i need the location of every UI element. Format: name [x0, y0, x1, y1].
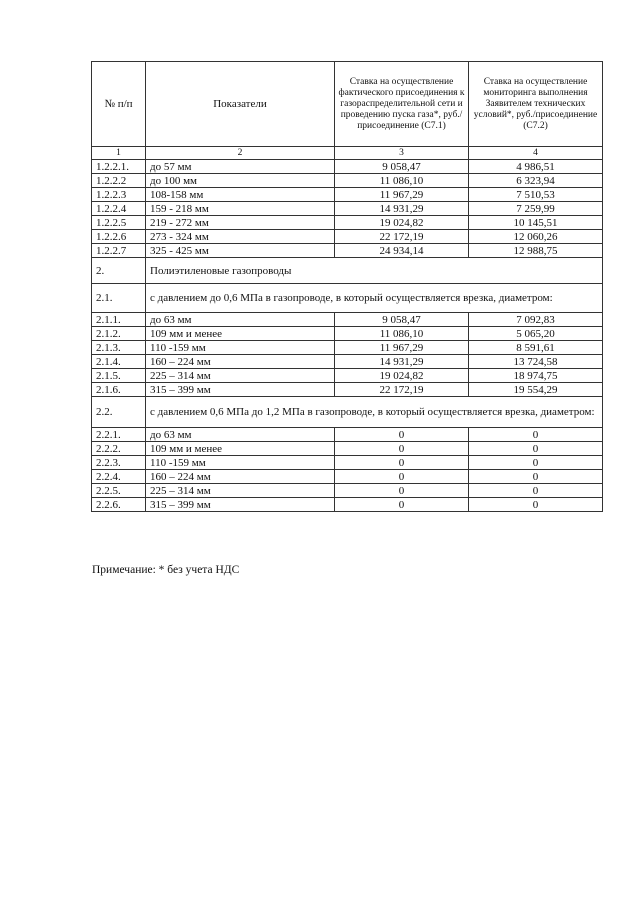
table-row — [92, 216, 603, 230]
row-diameter: 315 – 399 мм — [146, 498, 335, 512]
table-row — [92, 188, 603, 202]
row-number: 2.2.6. — [92, 498, 146, 512]
row-number: 2.2.5. — [92, 484, 146, 498]
column-number: 2 — [146, 147, 335, 160]
row-number: 2.1.4. — [92, 355, 146, 369]
row-diameter: до 63 мм — [146, 428, 335, 442]
row-diameter: 110 -159 мм — [146, 456, 335, 470]
row-number: 2.1.1. — [92, 313, 146, 327]
table-row — [92, 230, 603, 244]
row-rate-c72: 0 — [469, 498, 603, 512]
row-rate-c71: 9 058,47 — [335, 160, 469, 174]
row-diameter: 160 – 224 мм — [146, 355, 335, 369]
row-rate-c72: 18 974,75 — [469, 369, 603, 383]
row-number: 2.1.5. — [92, 369, 146, 383]
table-row — [92, 341, 603, 355]
row-number: 1.2.2.7 — [92, 244, 146, 258]
row-number: 1.2.2.4 — [92, 202, 146, 216]
row-rate-c72: 12 988,75 — [469, 244, 603, 258]
row-number: 2.2.4. — [92, 470, 146, 484]
row-rate-c71: 9 058,47 — [335, 313, 469, 327]
row-number: 2.1.3. — [92, 341, 146, 355]
row-rate-c71: 11 967,29 — [335, 188, 469, 202]
table-row — [92, 313, 603, 327]
table-row — [92, 498, 603, 512]
header-rate-c71: Ставка на осуществление фактического присоединения к газораспределительной сети и проведению пуска газа*, руб./присоединение (С7.1) — [335, 62, 469, 147]
section-title: с давлением до 0,6 МПа в газопроводе, в который осуществляется врезка, диаметром: — [146, 284, 603, 313]
table-row — [92, 456, 603, 470]
row-diameter: 225 – 314 мм — [146, 369, 335, 383]
row-diameter: 273 - 324 мм — [146, 230, 335, 244]
row-rate-c71: 0 — [335, 470, 469, 484]
row-diameter: 159 - 218 мм — [146, 202, 335, 216]
row-diameter: до 57 мм — [146, 160, 335, 174]
row-diameter: 225 – 314 мм — [146, 484, 335, 498]
row-rate-c71: 14 931,29 — [335, 202, 469, 216]
column-number-row — [92, 147, 603, 160]
row-diameter: 109 мм и менее — [146, 442, 335, 456]
row-rate-c71: 22 172,19 — [335, 230, 469, 244]
table-row — [92, 160, 603, 174]
row-rate-c72: 7 259,99 — [469, 202, 603, 216]
row-rate-c72: 10 145,51 — [469, 216, 603, 230]
row-rate-c72: 5 065,20 — [469, 327, 603, 341]
row-number: 2.1.2. — [92, 327, 146, 341]
row-diameter: 109 мм и менее — [146, 327, 335, 341]
row-rate-c71: 19 024,82 — [335, 369, 469, 383]
table-row — [92, 355, 603, 369]
row-rate-c72: 8 591,61 — [469, 341, 603, 355]
section-row — [92, 258, 603, 284]
header-number: № п/п — [92, 62, 146, 147]
row-number: 1.2.2.5 — [92, 216, 146, 230]
row-diameter: 315 – 399 мм — [146, 383, 335, 397]
table-row — [92, 470, 603, 484]
row-number: 2.2.3. — [92, 456, 146, 470]
row-diameter: 325 - 425 мм — [146, 244, 335, 258]
row-number: 2.2.2. — [92, 442, 146, 456]
row-diameter: 219 - 272 мм — [146, 216, 335, 230]
row-rate-c72: 6 323,94 — [469, 174, 603, 188]
section-number: 2.1. — [92, 284, 146, 313]
row-diameter: 160 – 224 мм — [146, 470, 335, 484]
row-rate-c71: 11 086,10 — [335, 327, 469, 341]
table-row — [92, 244, 603, 258]
header-indicators: Показатели — [146, 62, 335, 147]
section-title: Полиэтиленовые газопроводы — [146, 258, 603, 284]
row-number: 2.1.6. — [92, 383, 146, 397]
row-diameter: до 63 мм — [146, 313, 335, 327]
row-diameter: 110 -159 мм — [146, 341, 335, 355]
header-row — [92, 62, 603, 147]
row-rate-c71: 0 — [335, 456, 469, 470]
row-rate-c72: 13 724,58 — [469, 355, 603, 369]
row-number: 1.2.2.2 — [92, 174, 146, 188]
row-rate-c71: 0 — [335, 442, 469, 456]
table-row — [92, 327, 603, 341]
section-row — [92, 284, 603, 313]
row-number: 1.2.2.6 — [92, 230, 146, 244]
row-rate-c71: 24 934,14 — [335, 244, 469, 258]
table-row — [92, 442, 603, 456]
row-rate-c72: 12 060,26 — [469, 230, 603, 244]
row-rate-c71: 0 — [335, 428, 469, 442]
row-rate-c72: 0 — [469, 456, 603, 470]
row-rate-c72: 7 092,83 — [469, 313, 603, 327]
section-number: 2.2. — [92, 397, 146, 428]
row-rate-c71: 11 967,29 — [335, 341, 469, 355]
row-rate-c72: 0 — [469, 428, 603, 442]
row-rate-c72: 0 — [469, 484, 603, 498]
row-rate-c72: 19 554,29 — [469, 383, 603, 397]
row-rate-c72: 0 — [469, 442, 603, 456]
column-number: 1 — [92, 147, 146, 160]
row-rate-c71: 0 — [335, 484, 469, 498]
section-number: 2. — [92, 258, 146, 284]
footnote: Примечание: * без учета НДС — [92, 564, 240, 576]
row-rate-c71: 0 — [335, 498, 469, 512]
row-diameter: до 100 мм — [146, 174, 335, 188]
row-rate-c71: 19 024,82 — [335, 216, 469, 230]
row-number: 1.2.2.1. — [92, 160, 146, 174]
table-row — [92, 369, 603, 383]
row-rate-c72: 0 — [469, 470, 603, 484]
table-row — [92, 484, 603, 498]
rates-table — [91, 61, 603, 512]
table-row — [92, 174, 603, 188]
header-rate-c72: Ставка на осуществление мониторинга выполнения Заявителем технических условий*, руб./присоединение (С7.2) — [469, 62, 603, 147]
column-number: 4 — [469, 147, 603, 160]
row-rate-c72: 4 986,51 — [469, 160, 603, 174]
row-rate-c71: 14 931,29 — [335, 355, 469, 369]
row-rate-c72: 7 510,53 — [469, 188, 603, 202]
row-number: 1.2.2.3 — [92, 188, 146, 202]
section-title: с давлением 0,6 МПа до 1,2 МПа в газопроводе, в который осуществляется врезка, диаметром: — [146, 397, 603, 428]
table-row — [92, 383, 603, 397]
section-row — [92, 397, 603, 428]
row-number: 2.2.1. — [92, 428, 146, 442]
row-rate-c71: 22 172,19 — [335, 383, 469, 397]
column-number: 3 — [335, 147, 469, 160]
row-rate-c71: 11 086,10 — [335, 174, 469, 188]
table-row — [92, 202, 603, 216]
row-diameter: 108-158 мм — [146, 188, 335, 202]
table-row — [92, 428, 603, 442]
